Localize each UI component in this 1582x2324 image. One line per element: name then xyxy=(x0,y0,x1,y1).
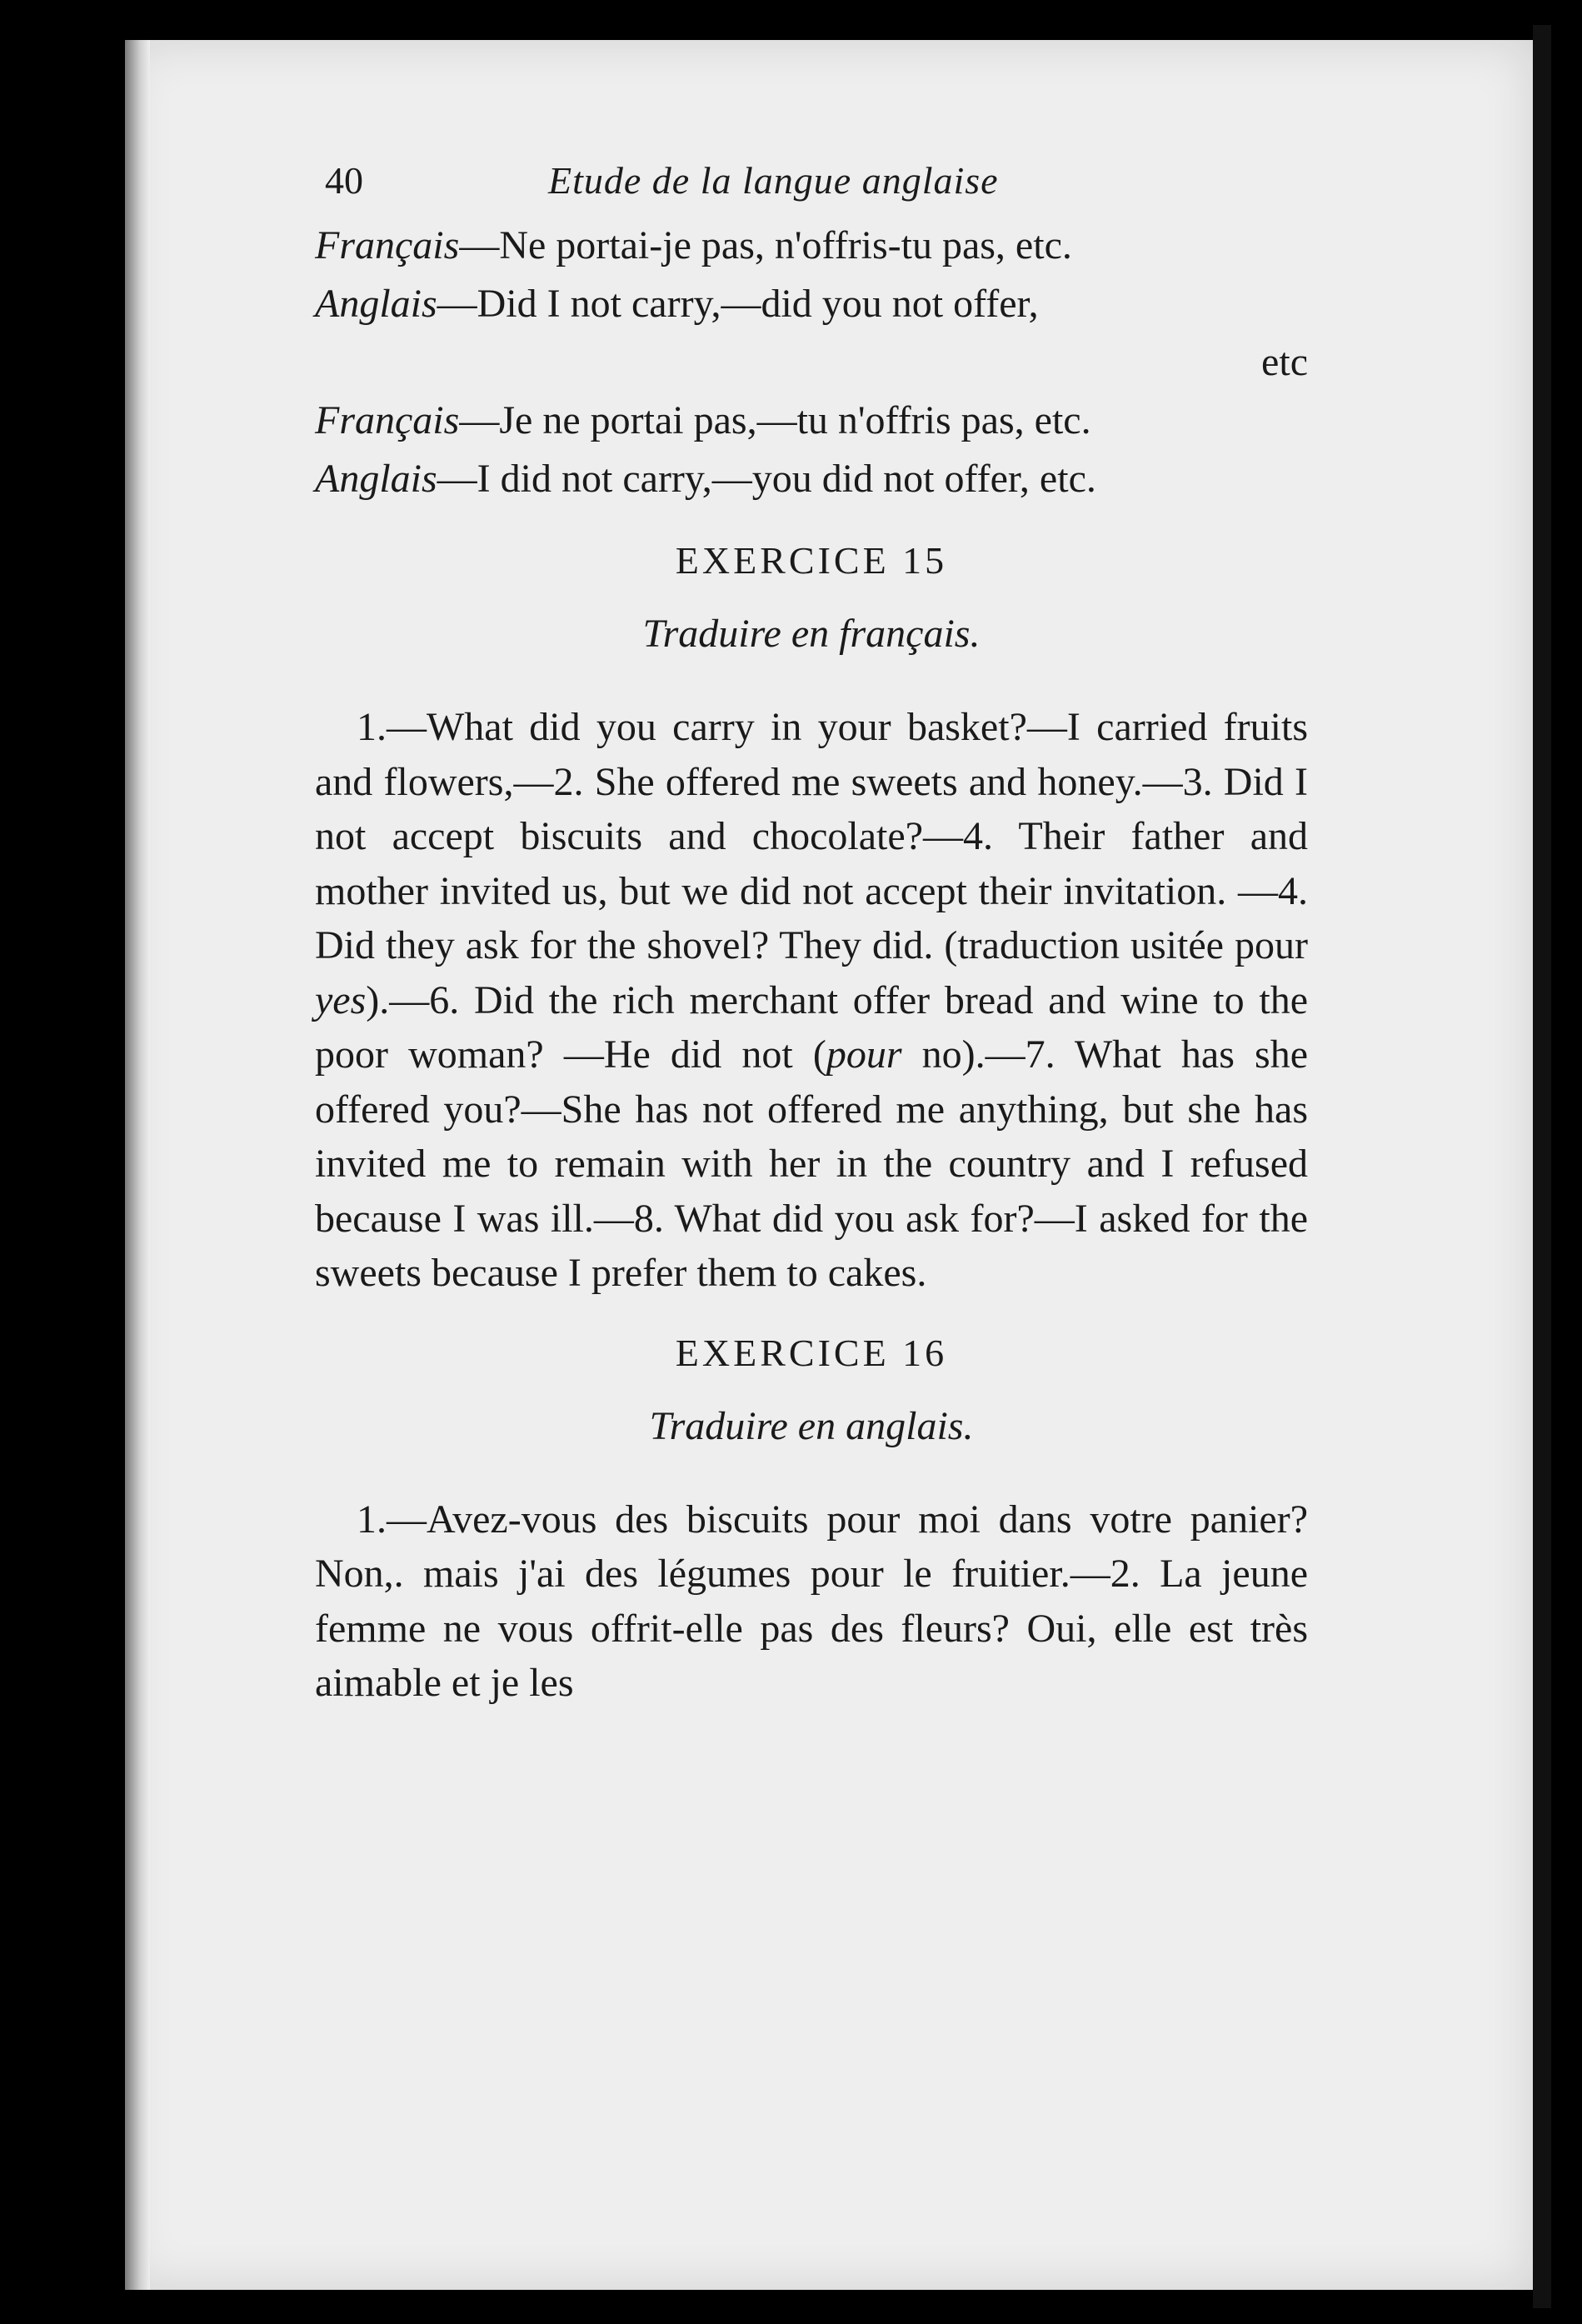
exercise-15-heading: EXERCICE 15 xyxy=(675,539,948,582)
page-text xyxy=(315,158,1308,1711)
page-number: 40 xyxy=(325,159,363,202)
page-edge xyxy=(1533,25,1551,2308)
conjugation-text: —Je ne portai pas,—tu n'offris pas, etc. xyxy=(459,398,1091,442)
conjugation-text: —Ne portai-je pas, n'offris-tu pas, etc. xyxy=(459,223,1072,267)
running-head xyxy=(315,158,1308,217)
exercise-16-heading: EXERCICE 16 xyxy=(675,1331,948,1374)
conjugation-text: etc xyxy=(1261,340,1308,384)
conjugation-line xyxy=(315,450,1308,508)
conjugation-line xyxy=(315,392,1308,450)
exercise-16-instruction: Traduire en anglais. xyxy=(649,1403,974,1448)
exercise-16-text: 1.—Avez-vous des biscuits pour moi dans votre panier? Non,. mais j'ai des légumes pour le fruitier.—2. La jeune femme ne vous offrit-elle pas des fleurs? Oui, elle est très aimable et je les xyxy=(315,1497,1308,1705)
running-title: Etude de la langue anglaise xyxy=(548,159,999,202)
conjugation-text: —I did not carry,—you did not offer, etc. xyxy=(437,457,1096,501)
language-label: Français xyxy=(315,398,460,442)
conjugation-text: —Did I not carry,—did you not offer, xyxy=(437,282,1039,326)
conjugation-line xyxy=(315,333,1308,392)
language-label: Anglais xyxy=(315,457,437,501)
page-binding-shadow xyxy=(125,40,150,2290)
language-label: Français xyxy=(315,223,460,267)
conjugation-block xyxy=(315,217,1308,508)
exercise-15-instruction: Traduire en français. xyxy=(642,612,981,656)
conjugation-line xyxy=(315,275,1308,333)
language-label: Anglais xyxy=(315,282,437,326)
exercise-15-text: 1.—What did you carry in your basket?—I carried fruits and flowers,—2. She offered me sweets and honey.—3. Did I not accept biscuits and chocolate?—4. Their father and mother invited us, but we did not accept their invitation. —4. Did they ask for the shovel? They did. (traduction usitée pour yes).—6. Did the rich merchant offer bread and wine to the poor woman? —He did not (pour no).—7. What has she offered you?—She has not offered me anything, but she has invited me to remain with her in the country and I refused because I was ill.—8. What did you ask for?—I asked for the sweets because I prefer them to cakes. xyxy=(315,705,1309,1295)
conjugation-line xyxy=(315,217,1308,275)
